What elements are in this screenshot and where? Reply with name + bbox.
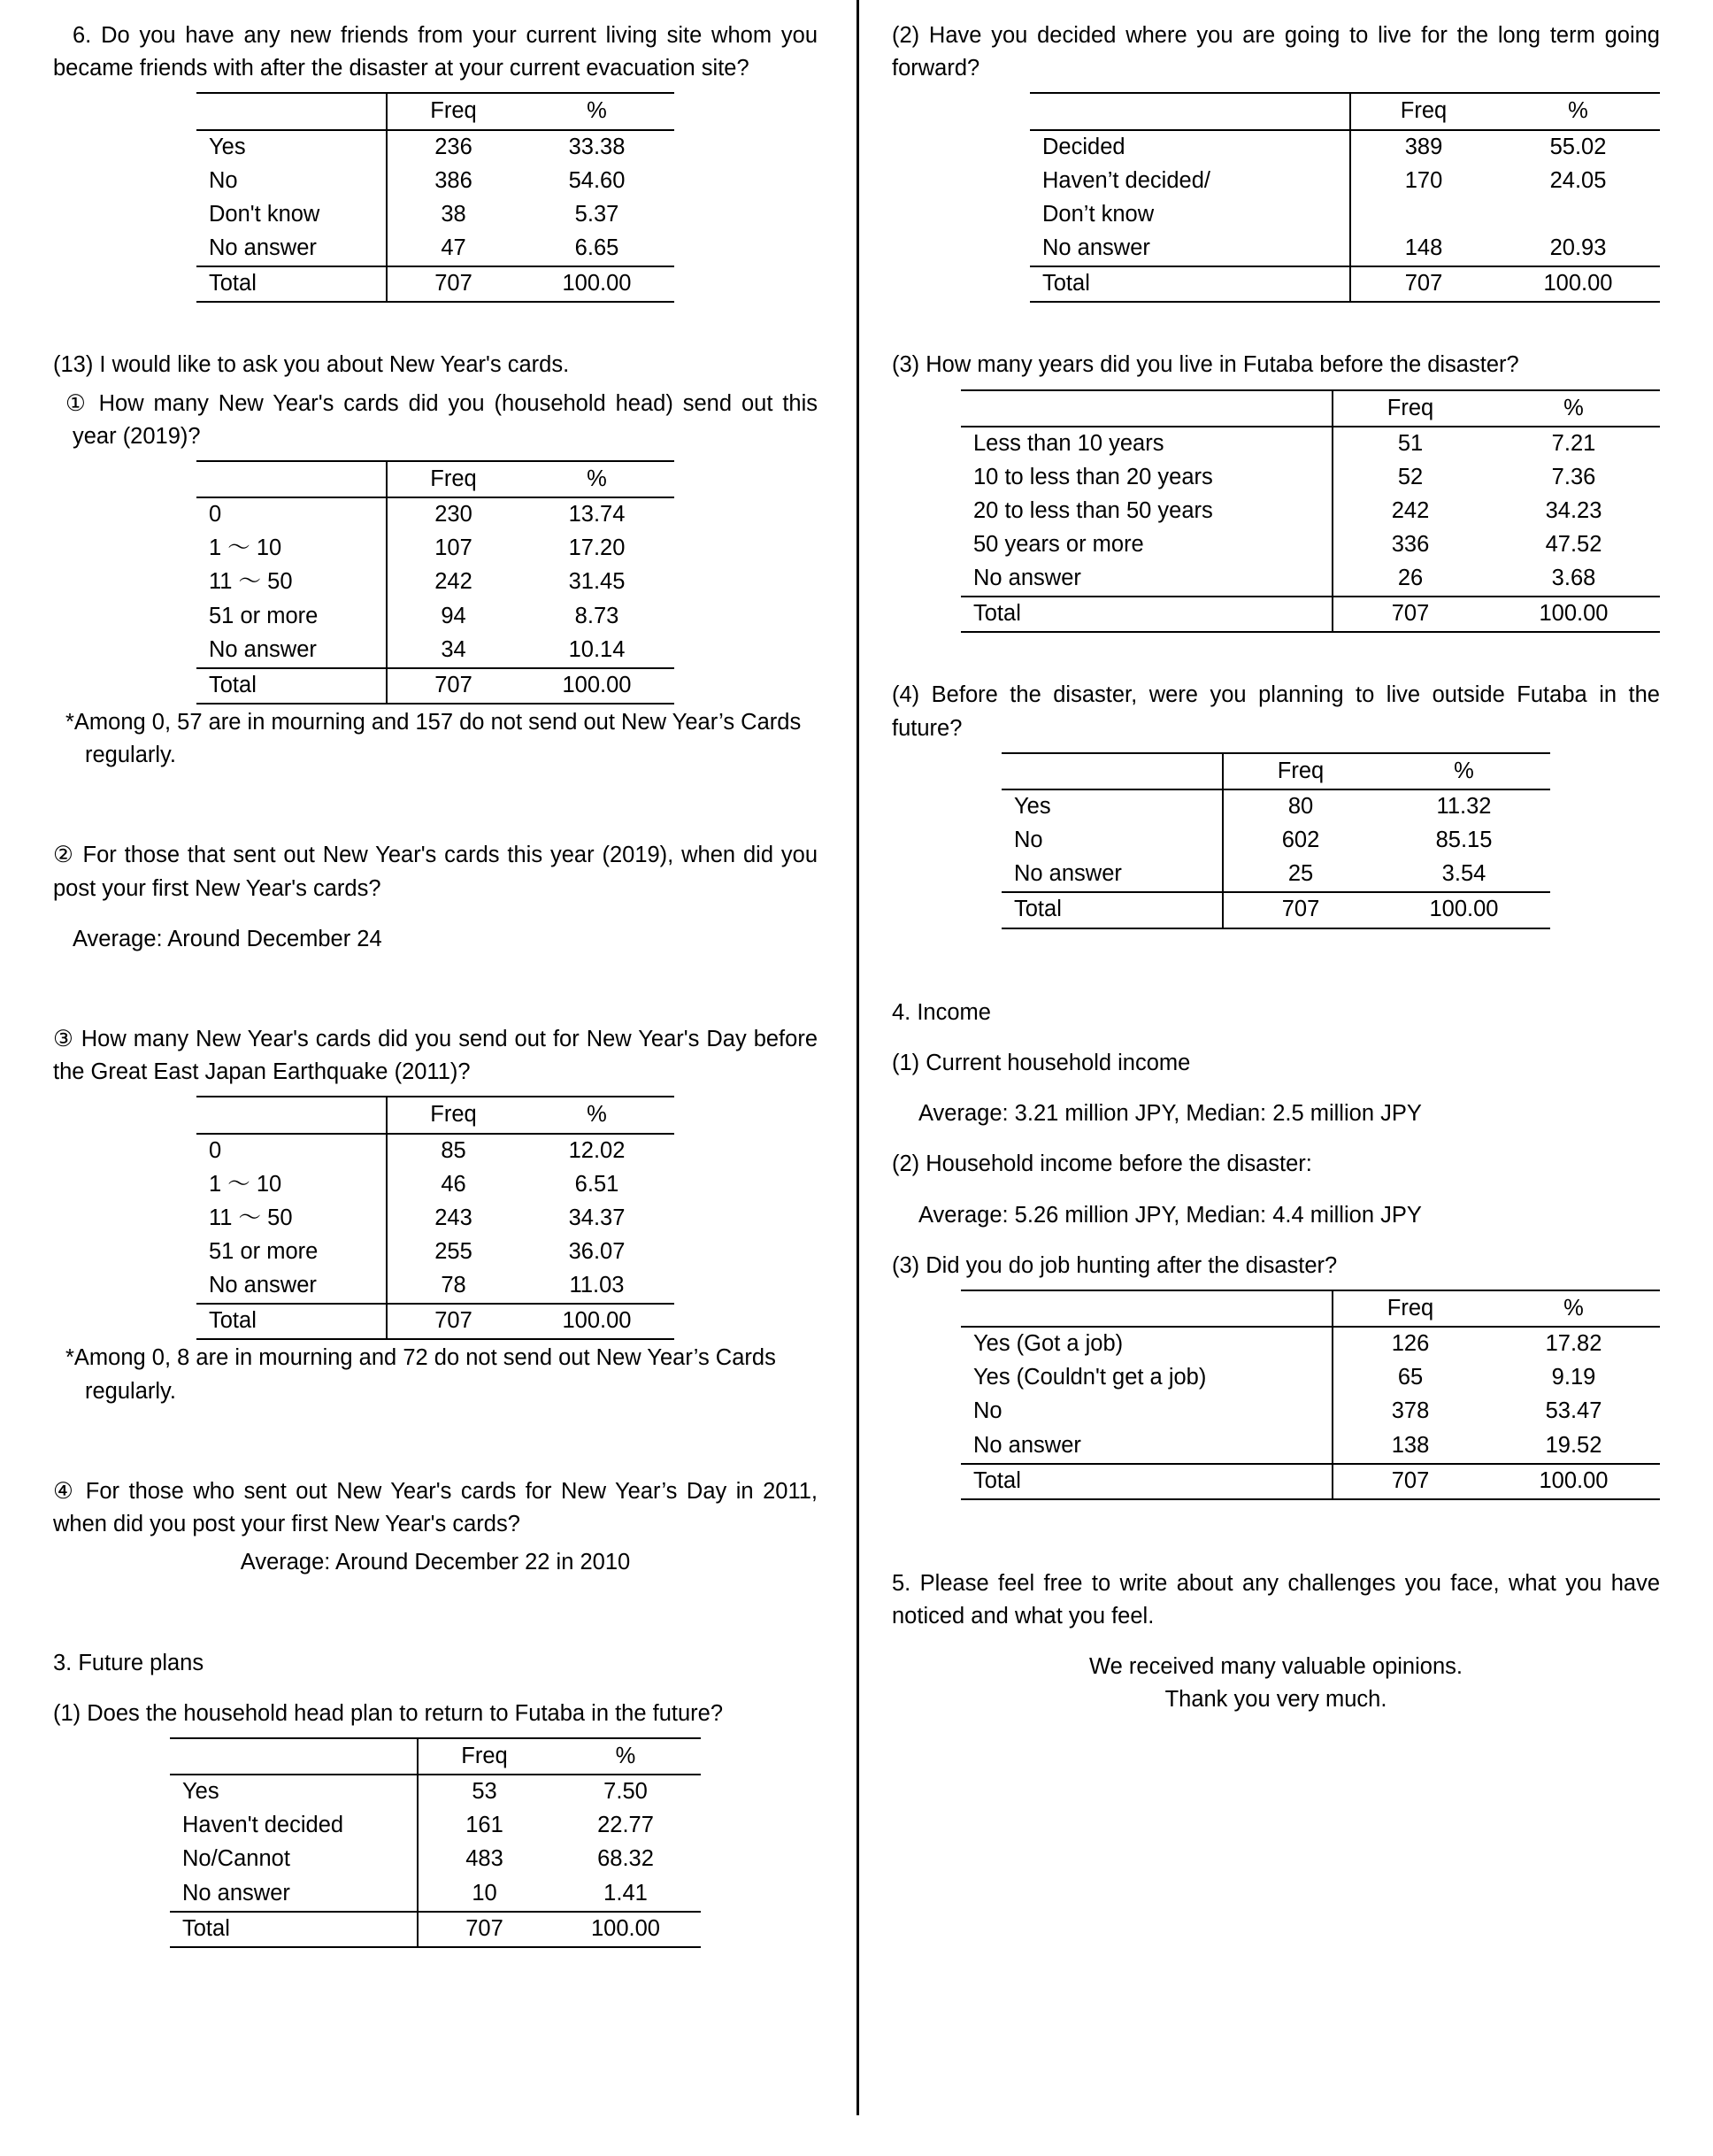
table-total-row [196, 668, 674, 704]
table-row [170, 1809, 701, 1843]
row-pct: 1.41 [603, 1880, 648, 1906]
header-blank [1002, 753, 1223, 789]
row-pct: 20.93 [1549, 235, 1607, 260]
row-freq: 53 [472, 1779, 497, 1805]
column-divider [856, 0, 859, 2115]
header-freq: Freq [1333, 1290, 1487, 1327]
right-question-4-table-wrap [892, 751, 1660, 929]
spacer [892, 1187, 1660, 1199]
total-label: Total [961, 1464, 1333, 1499]
row-pct: 36.07 [568, 1239, 626, 1265]
row-freq: 107 [434, 535, 472, 561]
row-pct: 31.45 [568, 569, 626, 595]
right-question-3-text: (3) How many years did you live in Futaba before the disaster? [892, 352, 1519, 378]
table-row [196, 634, 674, 668]
total-label: Total [196, 266, 387, 302]
total-pct: 100.00 [1487, 1464, 1660, 1499]
total-freq: 707 [1333, 597, 1487, 632]
row-freq: 47 [441, 235, 466, 260]
total-label: Total [961, 597, 1333, 632]
table-row [196, 566, 674, 599]
row-pct: 8.73 [574, 603, 619, 628]
question-13-1-text: ① How many New Year's cards did you (household head) send out this year (2019)? [65, 390, 818, 449]
header-blank [961, 390, 1333, 427]
row-freq: 242 [1391, 497, 1430, 523]
row-pct: 22.77 [597, 1813, 654, 1838]
spacer [53, 772, 818, 839]
spacer [53, 1408, 818, 1475]
header-freq: Freq [1350, 93, 1496, 129]
table-header-row [1002, 753, 1550, 789]
row-label: 50 years or more [961, 528, 1333, 562]
row-label: 10 to less than 20 years [961, 461, 1333, 495]
row-label: Haven't decided [170, 1809, 418, 1843]
spacer [53, 911, 818, 923]
header-freq: Freq [387, 93, 519, 129]
total-freq: 707 [387, 668, 519, 704]
right-question-2-table [1030, 92, 1660, 303]
row-freq: 94 [441, 603, 466, 628]
row-label: No answer [1002, 858, 1223, 892]
question-13-3-text: ③ How many New Year's cards did you send out for New Year's Day before the Great East Japan Earthquake (2011)? [53, 1027, 818, 1085]
spacer [892, 1035, 1660, 1047]
spacer [53, 956, 818, 1023]
table-row [170, 1843, 701, 1876]
row-label: Yes [170, 1775, 418, 1809]
question-13-1-table-wrap [53, 458, 818, 705]
row-label: No answer [196, 634, 387, 668]
header-blank [196, 461, 387, 497]
table-row [196, 198, 674, 232]
row-pct: 19.52 [1545, 1432, 1602, 1458]
row-pct: 17.20 [568, 535, 626, 561]
row-label: 0 [196, 497, 387, 532]
row-pct: 9.19 [1551, 1365, 1596, 1390]
right-question-3-table-wrap [892, 388, 1660, 634]
table-total-row [196, 1304, 674, 1339]
row-label: Don't know [196, 198, 387, 232]
question-13-text: (13) I would like to ask you about New Year's cards. [53, 352, 570, 378]
row-pct: 47.52 [1545, 532, 1602, 558]
table-total-row [961, 1464, 1660, 1499]
total-label: Total [196, 668, 387, 704]
table-row [961, 1429, 1660, 1464]
row-label: No answer [961, 1429, 1333, 1464]
table-row [1002, 824, 1550, 858]
question-13-3-footnote: *Among 0, 8 are in mourning and 72 do not send out New Year’s Cards regularly. [65, 1345, 776, 1404]
table-row [961, 1327, 1660, 1361]
row-freq: 255 [434, 1239, 472, 1265]
row-label: No answer [196, 1269, 387, 1304]
row-label: Yes [196, 130, 387, 165]
row-pct: 17.82 [1545, 1331, 1602, 1357]
left-column [0, 19, 856, 2156]
row-label: 1 ～ 10 [196, 1168, 387, 1202]
right-question-4-table [1002, 752, 1550, 929]
header-freq: Freq [387, 461, 519, 497]
table-header-row [961, 390, 1660, 427]
row-freq: 85 [441, 1137, 466, 1163]
table-row [1030, 232, 1660, 266]
header-pct: % [519, 93, 674, 129]
table-header-row [170, 1738, 701, 1775]
row-label: 1 ～ 10 [196, 532, 387, 566]
table-header-row [196, 461, 674, 497]
row-label: 51 or more [196, 600, 387, 634]
table-row [196, 232, 674, 266]
row-label: 51 or more [196, 1236, 387, 1269]
row-label: Less than 10 years [961, 427, 1333, 461]
row-freq: 386 [434, 167, 472, 193]
row-pct: 54.60 [568, 167, 626, 193]
header-freq: Freq [1223, 753, 1378, 789]
table-row [1002, 858, 1550, 892]
row-label: No [196, 165, 387, 198]
row-label: No answer [1030, 232, 1350, 266]
row-pct: 34.23 [1545, 497, 1602, 523]
row-label: No answer [961, 562, 1333, 597]
table-total-row [1030, 266, 1660, 302]
row-pct: 13.74 [568, 502, 626, 527]
row-freq: 336 [1391, 532, 1430, 558]
section-4-question-3-text: (3) Did you do job hunting after the disaster? [892, 1252, 1338, 1278]
row-freq: 34 [441, 636, 466, 662]
header-pct: % [519, 1097, 674, 1133]
table-row [196, 1236, 674, 1269]
row-pct: 11.32 [1436, 794, 1492, 820]
row-freq: 602 [1281, 828, 1320, 853]
question-13-2-average: Average: Around December 24 [73, 926, 382, 951]
section-3-question-1-table [170, 1737, 701, 1948]
row-pct: 3.54 [1441, 861, 1486, 887]
table-header-row [196, 1097, 674, 1133]
spacer [53, 1685, 818, 1698]
spacer [892, 1237, 1660, 1250]
row-freq: 230 [434, 502, 472, 527]
table-row [196, 1134, 674, 1168]
table-row [1030, 165, 1660, 198]
row-freq: 38 [441, 201, 466, 227]
header-freq: Freq [387, 1097, 519, 1133]
row-pct: 33.38 [568, 134, 626, 159]
section-4-question-2-text: (2) Household income before the disaster: [892, 1151, 1312, 1177]
section-4-question-3-table [961, 1290, 1660, 1500]
section-3-heading: 3. Future plans [53, 1650, 204, 1675]
total-freq: 707 [418, 1912, 550, 1947]
question-13-1-footnote: *Among 0, 57 are in mourning and 157 do not send out New Year’s Cards regularly. [65, 709, 802, 768]
header-pct: % [1378, 753, 1550, 789]
row-pct: 7.21 [1551, 430, 1596, 456]
total-label: Total [170, 1912, 418, 1947]
row-pct: 10.14 [568, 636, 626, 662]
table-row [961, 427, 1660, 461]
total-label: Total [1002, 892, 1223, 928]
section-3-question-1-table-wrap [53, 1736, 818, 1948]
row-label: 0 [196, 1134, 387, 1168]
total-pct: 100.00 [1487, 597, 1660, 632]
total-pct: 100.00 [519, 1304, 674, 1339]
table-row [1030, 198, 1660, 232]
total-freq: 707 [1223, 892, 1378, 928]
section-4-question-1-average: Average: 3.21 million JPY, Median: 2.5 million JPY [918, 1101, 1422, 1127]
header-pct: % [1487, 1290, 1660, 1327]
row-label: 20 to less than 50 years [961, 495, 1333, 528]
row-pct [1496, 198, 1660, 232]
row-freq: 389 [1404, 134, 1443, 159]
row-label: Yes (Couldn't get a job) [961, 1361, 1333, 1395]
table-row [196, 1168, 674, 1202]
table-row [196, 600, 674, 634]
section-3-question-1-text: (1) Does the household head plan to return to Futaba in the future? [53, 1700, 724, 1726]
row-freq: 148 [1404, 235, 1443, 260]
table-row [1030, 130, 1660, 165]
table-row [170, 1775, 701, 1809]
spacer [892, 1085, 1660, 1097]
row-pct: 6.51 [574, 1171, 619, 1197]
total-freq: 707 [387, 1304, 519, 1339]
header-pct: % [1496, 93, 1660, 129]
row-label: No/Cannot [170, 1843, 418, 1876]
total-pct: 100.00 [519, 266, 674, 302]
row-freq: 243 [434, 1205, 472, 1230]
row-freq: 51 [1397, 430, 1424, 456]
table-row [1002, 789, 1550, 824]
question-13-1-table [196, 460, 674, 705]
total-label: Total [196, 1304, 387, 1339]
header-blank [196, 93, 387, 129]
row-label: Haven’t decided/ [1030, 165, 1350, 198]
row-pct: 7.36 [1551, 464, 1596, 489]
table-row [196, 130, 674, 165]
row-label: Yes (Got a job) [961, 1327, 1333, 1361]
total-freq: 707 [387, 266, 519, 302]
table-row [196, 532, 674, 566]
header-blank [196, 1097, 387, 1133]
row-pct: 53.47 [1545, 1398, 1602, 1424]
table-row [961, 562, 1660, 597]
row-freq: 26 [1397, 566, 1424, 591]
table-row [196, 165, 674, 198]
header-pct: % [550, 1738, 701, 1775]
closing-line-1: We received many valuable opinions. [1089, 1654, 1463, 1680]
table-row [170, 1877, 701, 1912]
row-pct: 11.03 [569, 1273, 625, 1298]
row-freq: 161 [465, 1813, 503, 1838]
spacer [892, 1500, 1660, 1567]
question-6-table [196, 92, 674, 303]
table-row [961, 495, 1660, 528]
row-pct: 24.05 [1549, 167, 1607, 193]
row-pct: 5.37 [574, 201, 619, 227]
table-total-row [961, 597, 1660, 632]
spacer [892, 1136, 1660, 1148]
row-label: No answer [196, 232, 387, 266]
closing-line-2: Thank you very much. [1164, 1687, 1387, 1713]
header-blank [961, 1290, 1333, 1327]
row-label: 11 ～ 50 [196, 1202, 387, 1236]
spacer [892, 929, 1660, 997]
row-pct: 7.50 [603, 1779, 648, 1805]
spacer [53, 303, 818, 349]
row-label: No answer [170, 1877, 418, 1912]
spacer [892, 633, 1660, 679]
section-4-question-2-average: Average: 5.26 million JPY, Median: 4.4 million JPY [918, 1202, 1422, 1228]
total-pct: 100.00 [519, 668, 674, 704]
row-pct: 68.32 [597, 1846, 654, 1872]
table-row [961, 461, 1660, 495]
total-pct: 100.00 [550, 1912, 701, 1947]
table-total-row [196, 266, 674, 302]
table-header-row [961, 1290, 1660, 1327]
table-row [196, 1269, 674, 1304]
row-freq: 236 [434, 134, 472, 159]
header-freq: Freq [1333, 390, 1487, 427]
header-blank [170, 1738, 418, 1775]
total-freq: 707 [1333, 1464, 1487, 1499]
row-label: 11 ～ 50 [196, 566, 387, 599]
question-13-2-text: ② For those that sent out New Year's cards this year (2019), when did you post your first New Year's cards? [53, 843, 818, 901]
right-question-2-text: (2) Have you decided where you are going to live for the long term going forward? [892, 23, 1660, 81]
table-header-row [1030, 93, 1660, 129]
spacer [53, 1580, 818, 1647]
question-13-3-table-wrap [53, 1094, 818, 1340]
table-row [961, 1395, 1660, 1428]
row-pct: 6.65 [574, 235, 619, 260]
row-freq: 25 [1287, 861, 1314, 887]
table-row [961, 528, 1660, 562]
section-4-question-1-text: (1) Current household income [892, 1050, 1191, 1075]
row-freq: 126 [1391, 1331, 1430, 1357]
row-pct: 12.02 [568, 1137, 626, 1163]
row-freq: 242 [434, 569, 472, 595]
total-pct: 100.00 [1496, 266, 1660, 302]
section-4-question-3-table-wrap [892, 1288, 1660, 1500]
row-freq: 378 [1391, 1398, 1430, 1424]
row-label: Yes [1002, 789, 1223, 824]
question-13-3-table [196, 1096, 674, 1340]
row-freq: 65 [1397, 1365, 1424, 1390]
header-pct: % [1487, 390, 1660, 427]
spacer [892, 1638, 1660, 1651]
row-freq: 80 [1287, 794, 1314, 820]
row-pct: 3.68 [1551, 566, 1596, 591]
row-pct: 85.15 [1435, 828, 1493, 853]
total-label: Total [1030, 266, 1350, 302]
table-row [196, 497, 674, 532]
spacer [892, 303, 1660, 349]
question-6-text: 6. Do you have any new friends from your current living site whom you became friends with after the disaster at your current evacuation site? [53, 23, 818, 81]
header-freq: Freq [418, 1738, 550, 1775]
total-freq: 707 [1350, 266, 1496, 302]
row-freq: 52 [1397, 464, 1424, 489]
section-5-text: 5. Please feel free to write about any challenges you face, what you have noticed and what you feel. [892, 1570, 1660, 1629]
right-column [856, 19, 1713, 2156]
row-freq: 138 [1391, 1432, 1430, 1458]
row-freq: 46 [441, 1171, 466, 1197]
right-question-2-table-wrap [892, 90, 1660, 303]
row-freq: 170 [1404, 167, 1443, 193]
question-13-4-average: Average: Around December 22 in 2010 [240, 1550, 631, 1575]
table-row [961, 1361, 1660, 1395]
row-freq [1350, 198, 1496, 232]
row-pct: 34.37 [568, 1205, 626, 1230]
row-label: No [1002, 824, 1223, 858]
table-header-row [196, 93, 674, 129]
header-blank [1030, 93, 1350, 129]
row-pct: 55.02 [1549, 134, 1607, 159]
right-question-3-table [961, 389, 1660, 634]
row-label: No [961, 1395, 1333, 1428]
row-label: Decided [1030, 130, 1350, 165]
header-pct: % [519, 461, 674, 497]
total-pct: 100.00 [1378, 892, 1550, 928]
row-label: Don’t know [1030, 198, 1350, 232]
row-freq: 10 [472, 1880, 497, 1906]
row-freq: 78 [441, 1273, 466, 1298]
table-total-row [1002, 892, 1550, 928]
table-total-row [170, 1912, 701, 1947]
question-13-4-text: ④ For those who sent out New Year's cards for New Year’s Day in 2011, when did you post your first New Year's cards? [53, 1478, 818, 1537]
row-freq: 483 [465, 1846, 503, 1872]
table-row [196, 1202, 674, 1236]
question-6-table-wrap [53, 90, 818, 303]
right-question-4-text: (4) Before the disaster, were you planning to live outside Futaba in the future? [892, 682, 1660, 741]
section-4-heading: 4. Income [892, 999, 991, 1025]
